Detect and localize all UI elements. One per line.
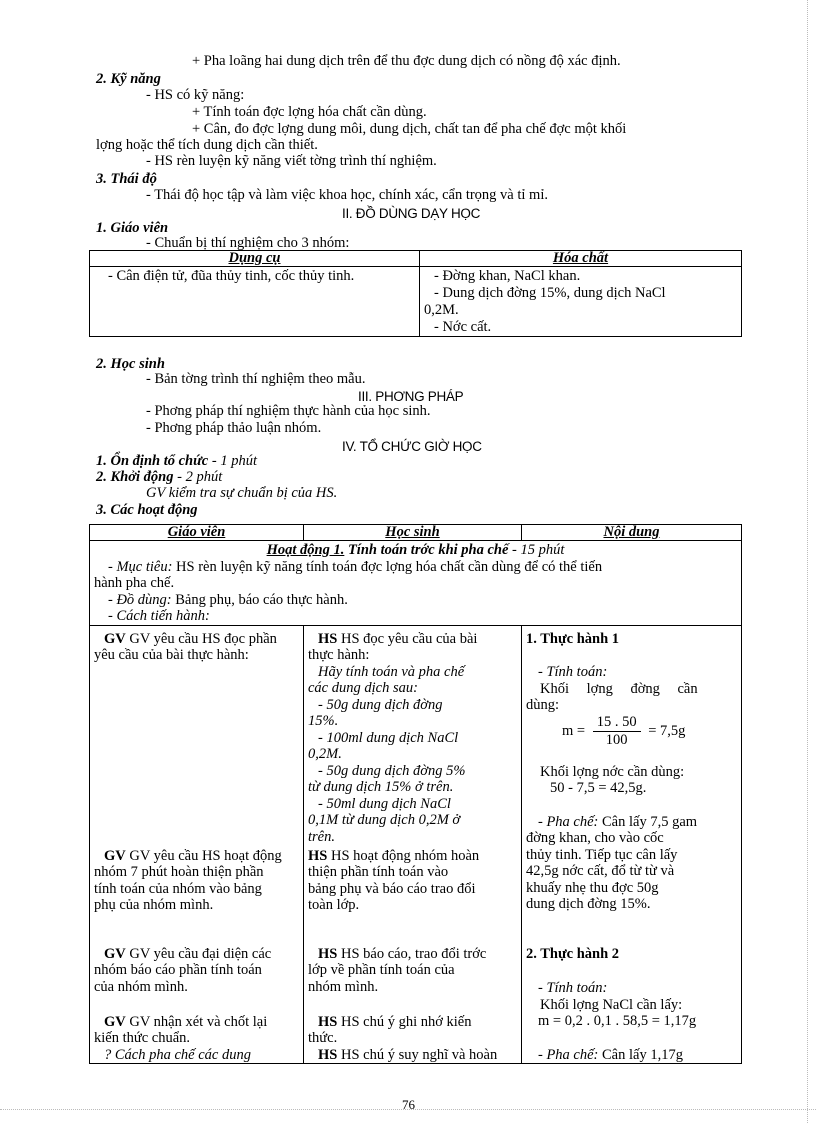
activity-1-title: Hoạt động 1. Tính toán trớc khi pha chế - 15 phút xyxy=(266,542,565,558)
method-line-2: - Phơng pháp thảo luận nhóm. xyxy=(146,420,322,436)
activity-1-intro-cell xyxy=(90,541,742,626)
hs-column-cell: HS HS đọc yêu cầu của bài thực hành: Hãy tính toán và pha chế các dung dịch sau: - 50g dung dịch đờng 15%. - 100ml dung dịch NaCl 0,2M. - 50g dung dịch đờng 5% từ dung dịch 15% ở trên. - 50ml dung dịch NaCl 0,1M từ dung dịch 0,2M ở trên. HS HS hoạt động nhóm hoàn thiện phần tính toán vào bảng phụ và báo cáo trao đổi toàn lớp. HS HS báo cáo, trao đổi trớc lớp về phần tính toán của nhóm mình. HS HS chú ý ghi nhớ kiến thức. HS HS chú ý suy nghĩ và hoàn xyxy=(304,625,522,1063)
thuc-hanh-2-heading: 2. Thực hành 2 xyxy=(526,945,620,962)
section-4-heading: IV. TỔ CHỨC GIỜ HỌC xyxy=(342,439,482,454)
intro-line-2: - HS có kỹ năng: xyxy=(146,87,245,103)
activities-table xyxy=(89,524,742,1064)
intro-line-4: + Cân, đo đợc lợng dung môi, dung dịch, chất tan để pha chế đợc một khối xyxy=(192,121,627,137)
heading-cac-hoat-dong: 3. Các hoạt động xyxy=(96,502,198,518)
table2-header-giao-vien: Giáo viên xyxy=(90,525,304,541)
table1-header-hoa-chat: Hóa chất xyxy=(420,251,742,267)
table1-dung-cu-cell: - Cân điện tử, đũa thủy tinh, cốc thủy tinh. xyxy=(90,267,420,337)
do-dung-line: - Đồ dùng: Bảng phụ, báo cáo thực hành. xyxy=(108,591,348,608)
gv-prep-line: - Chuẩn bị thí nghiệm cho 3 nhóm: xyxy=(146,235,350,251)
table1-hoa-chat-cell: - Đờng khan, NaCl khan. - Dung dịch đờng 15%, dung dịch NaCl 0,2M. - Nớc cất. xyxy=(420,267,742,337)
intro-line-1: + Pha loãng hai dung dịch trên để thu đợc dung dịch có nồng độ xác định. xyxy=(192,53,621,69)
table1-header-dung-cu: Dụng cụ xyxy=(90,251,420,267)
table2-header-hoc-sinh: Học sinh xyxy=(304,525,522,541)
heading-giao-vien: 1. Giáo viên xyxy=(96,220,169,236)
heading-thai-do: 3. Thái độ xyxy=(96,171,157,187)
noi-dung-column-cell: 1. Thực hành 1 - Tính toán: Khối lợng đờng cần dùng: m = $\frac{15 . 50}{100}$ = 7,5g Khối lợng nớc cần dùng: 50 - 7,5 = 42,5g. - Pha chế: Cân lấy 7,5 gam đờng khan, cho vào cốc thủy tinh. Tiếp tục cân lấy 42,5g nớc cất, đổ từ từ và khuấy nhẹ thu đợc 50g dung dịch đờng 15%. 2. Thực hành 2 - Tính toán: Khối lợng NaCl cần lấy: m = 0,2 . 0,1 . 58,5 = 1,17g - Pha chế: Cân lấy 1,17g xyxy=(522,625,742,1063)
page-right-border xyxy=(807,0,808,1123)
khoi-dong-line: 2. Khởi động - 2 phút xyxy=(96,469,223,485)
method-line-1: - Phơng pháp thí nghiệm thực hành của học sinh. xyxy=(146,403,431,419)
intro-line-7: - Thái độ học tập và làm việc khoa học, chính xác, cẩn trọng và tỉ mỉ. xyxy=(146,187,548,203)
heading-hoc-sinh: 2. Học sinh xyxy=(96,356,165,372)
intro-line-3: + Tính toán đợc lợng hóa chất cần dùng. xyxy=(192,104,427,120)
equipment-table xyxy=(89,250,742,337)
on-dinh-line: 1. Ổn định tổ chức - 1 phút xyxy=(96,453,257,469)
cach-tien-hanh-line: - Cách tiến hành: xyxy=(108,608,210,624)
intro-line-6: - HS rèn luyện kỹ năng viết tờng trình thí nghiệm. xyxy=(146,153,437,169)
table2-header-noi-dung: Nội dung xyxy=(522,525,742,541)
hs-line: - Bản tờng trình thí nghiệm theo mẫu. xyxy=(146,371,366,387)
section-2-heading: II. ĐỒ DÙNG DẠY HỌC xyxy=(342,206,481,221)
page-number: 76 xyxy=(402,1097,415,1112)
thuc-hanh-1-heading: 1. Thực hành 1 xyxy=(526,630,620,647)
formula-sugar: m = $\frac{15 . 50}{100}$ = 7,5g xyxy=(562,713,686,748)
muc-tieu-line: - Mục tiêu: HS rèn luyện kỹ năng tính toán đợc lợng hóa chất cần dùng để có thể tiến xyxy=(108,558,603,575)
section-3-heading: III. PHƠNG PHÁP xyxy=(358,389,464,404)
heading-ky-nang: 2. Kỹ năng xyxy=(96,71,161,87)
intro-line-5: lợng hoặc thể tích dung dịch cần thiết. xyxy=(96,137,318,153)
gv-kiem-tra-line: GV kiểm tra sự chuẩn bị của HS. xyxy=(146,485,338,501)
muc-tieu-line-2: hành pha chế. xyxy=(94,575,175,591)
gv-column-cell: GV GV yêu cầu HS đọc phần yêu cầu của bài thực hành: GV GV yêu cầu HS hoạt động nhóm 7 phút hoàn thiện phần tính toán của nhóm vào bảng phụ của nhóm mình. GV GV yêu cầu đại diện các nhóm báo cáo phần tính toán của nhóm mình. GV GV nhận xét và chốt lại kiến thức chuẩn. ? Cách pha chế các dung xyxy=(90,625,304,1063)
page-bottom-border xyxy=(0,1109,816,1110)
